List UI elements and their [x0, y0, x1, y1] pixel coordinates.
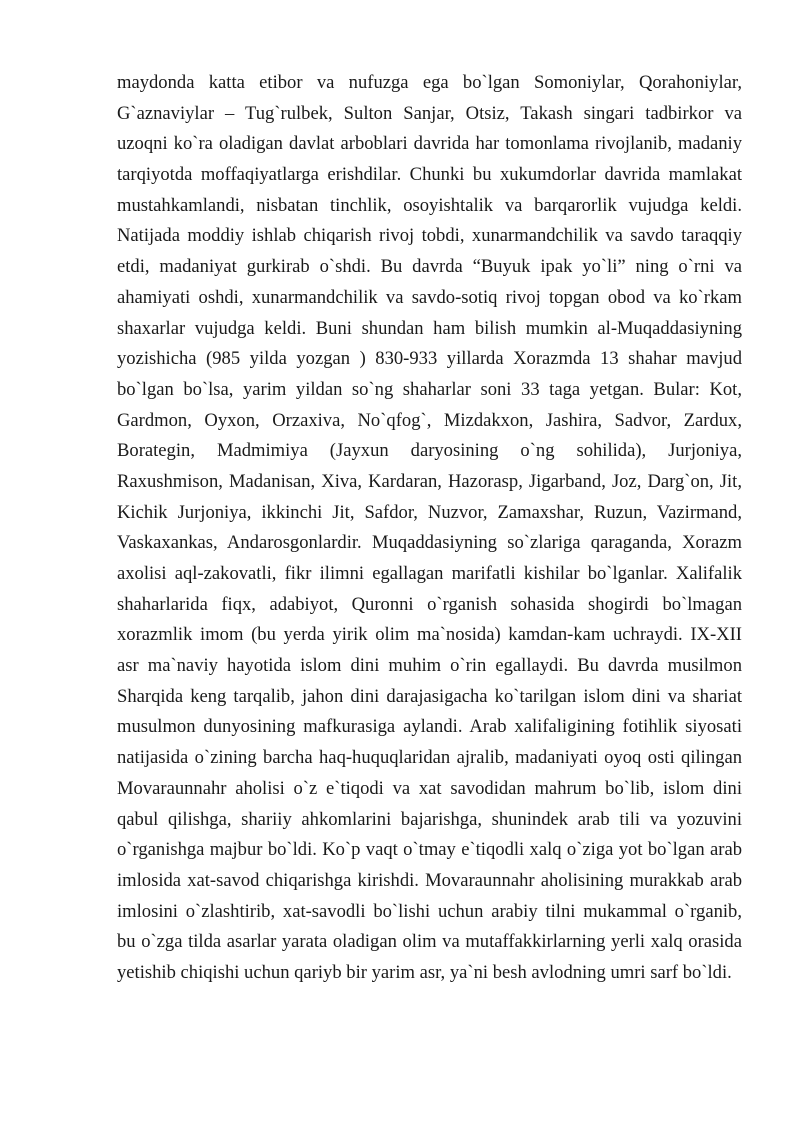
text-line: musulmon dunyosining mafkurasiga aylandi. Arab xalifaligining fotihlik siyosati	[117, 716, 742, 738]
text-line: shaxarlar vujudga keldi. Buni shundan ham bilish mumkin al-Muqaddasiyning	[117, 317, 742, 339]
text-line: tarqiyotda moffaqiyatlarga erishdilar. Chunki bu xukumdorlar davrida mamlakat	[117, 164, 742, 186]
text-line: shaharlarida fiqx, adabiyot, Quronni o`rganish sohasida shogirdi bo`lmagan	[117, 593, 742, 615]
body-text	[117, 68, 742, 989]
text-line: yozishicha (985 yilda yozgan ) 830-933 yillarda Xorazmda 13 shahar mavjud	[117, 348, 742, 370]
text-line: ahamiyati oshdi, xunarmandchilik va savdo-sotiq rivoj topgan obod va ko`rkam	[117, 286, 742, 308]
text-line: natijasida o`zining barcha haq-huquqlaridan ajralib, madaniyati oyoq osti qilingan	[117, 747, 742, 769]
text-line: yetishib chiqishi uchun qariyb bir yarim asr, ya`ni besh avlodning umri sarf bo`ldi.	[117, 961, 732, 983]
text-line: bo`lgan bo`lsa, yarim yildan so`ng shaharlar soni 33 taga yetgan. Bular: Kot,	[117, 378, 742, 400]
text-line: maydonda katta etibor va nufuzga ega bo`lgan Somoniylar, Qorahoniylar,	[117, 72, 742, 93]
text-line: Vaskaxankas, Andarosgonlardir. Muqaddasiyning so`zlariga qaraganda, Xorazm	[117, 532, 742, 554]
text-line: axolisi aql-zakovatli, fikr ilimni egallagan marifatli kishilar bo`lganlar. Xalifalik	[117, 563, 742, 584]
text-line: etdi, madaniyat gurkirab o`shdi. Bu davrda “Buyuk ipak yo`li” ning o`rni va	[117, 256, 742, 278]
text-line: qabul qilishga, shariiy ahkomlarini bajarishga, shunindek arab tili va yozuvini	[117, 808, 742, 830]
text-line: Sharqida keng tarqalib, jahon dini darajasigacha ko`tarilgan islom dini va shariat	[117, 685, 742, 707]
text-line: Raxushmison, Madanisan, Xiva, Kardaran, Hazorasp, Jigarband, Joz, Darg`on, Jit,	[117, 470, 742, 492]
text-line: xorazmlik imom (bu yerda yirik olim ma`nosida) kamdan-kam uchraydi. IX-XII	[117, 624, 742, 646]
text-line: imlosida xat-savod chiqarishga kirishdi. Movaraunnahr aholisining murakkab arab	[117, 869, 742, 891]
text-line: Gardmon, Oyxon, Orzaxiva, No`qfog`, Mizdakxon, Jashira, Sadvor, Zardux,	[117, 409, 742, 431]
text-line: Kichik Jurjoniya, ikkinchi Jit, Safdor, Nuzvor, Zamaxshar, Ruzun, Vazirmand,	[117, 501, 742, 523]
text-line: uzoqni ko`ra oladigan davlat arboblari davrida har tomonlama rivojlanib, madaniy	[117, 133, 742, 155]
text-line: bu o`zga tilda asarlar yarata oladigan olim va mutaffakkirlarning yerli xalq orasida	[117, 931, 742, 953]
text-line: asr ma`naviy hayotida islom dini muhim o`rin egallaydi. Bu davrda musilmon	[117, 655, 742, 677]
text-line: Natijada moddiy ishlab chiqarish rivoj tobdi, xunarmandchilik va savdo taraqqiy	[117, 225, 742, 247]
text-line: G`aznaviylar – Tug`rulbek, Sulton Sanjar, Otsiz, Takash singari tadbirkor va	[117, 102, 742, 124]
text-line: imlosini o`zlashtirib, xat-savodli bo`lishi uchun arabiy tilni mukammal o`rganib,	[117, 900, 742, 922]
text-line: mustahkamlandi, nisbatan tinchlik, osoyishtalik va barqarorlik vujudga keldi.	[117, 194, 742, 216]
text-line: Borategin, Madmimiya (Jayxun daryosining o`ng sohilida), Jurjoniya,	[117, 440, 742, 462]
text-line: o`rganishga majbur bo`ldi. Ko`p vaqt o`tmay e`tiqodli xalq o`ziga yot bo`lgan arab	[117, 839, 742, 861]
text-line: Movaraunnahr aholisi o`z e`tiqodi va xat savodidan mahrum bo`lib, islom dini	[117, 777, 742, 799]
